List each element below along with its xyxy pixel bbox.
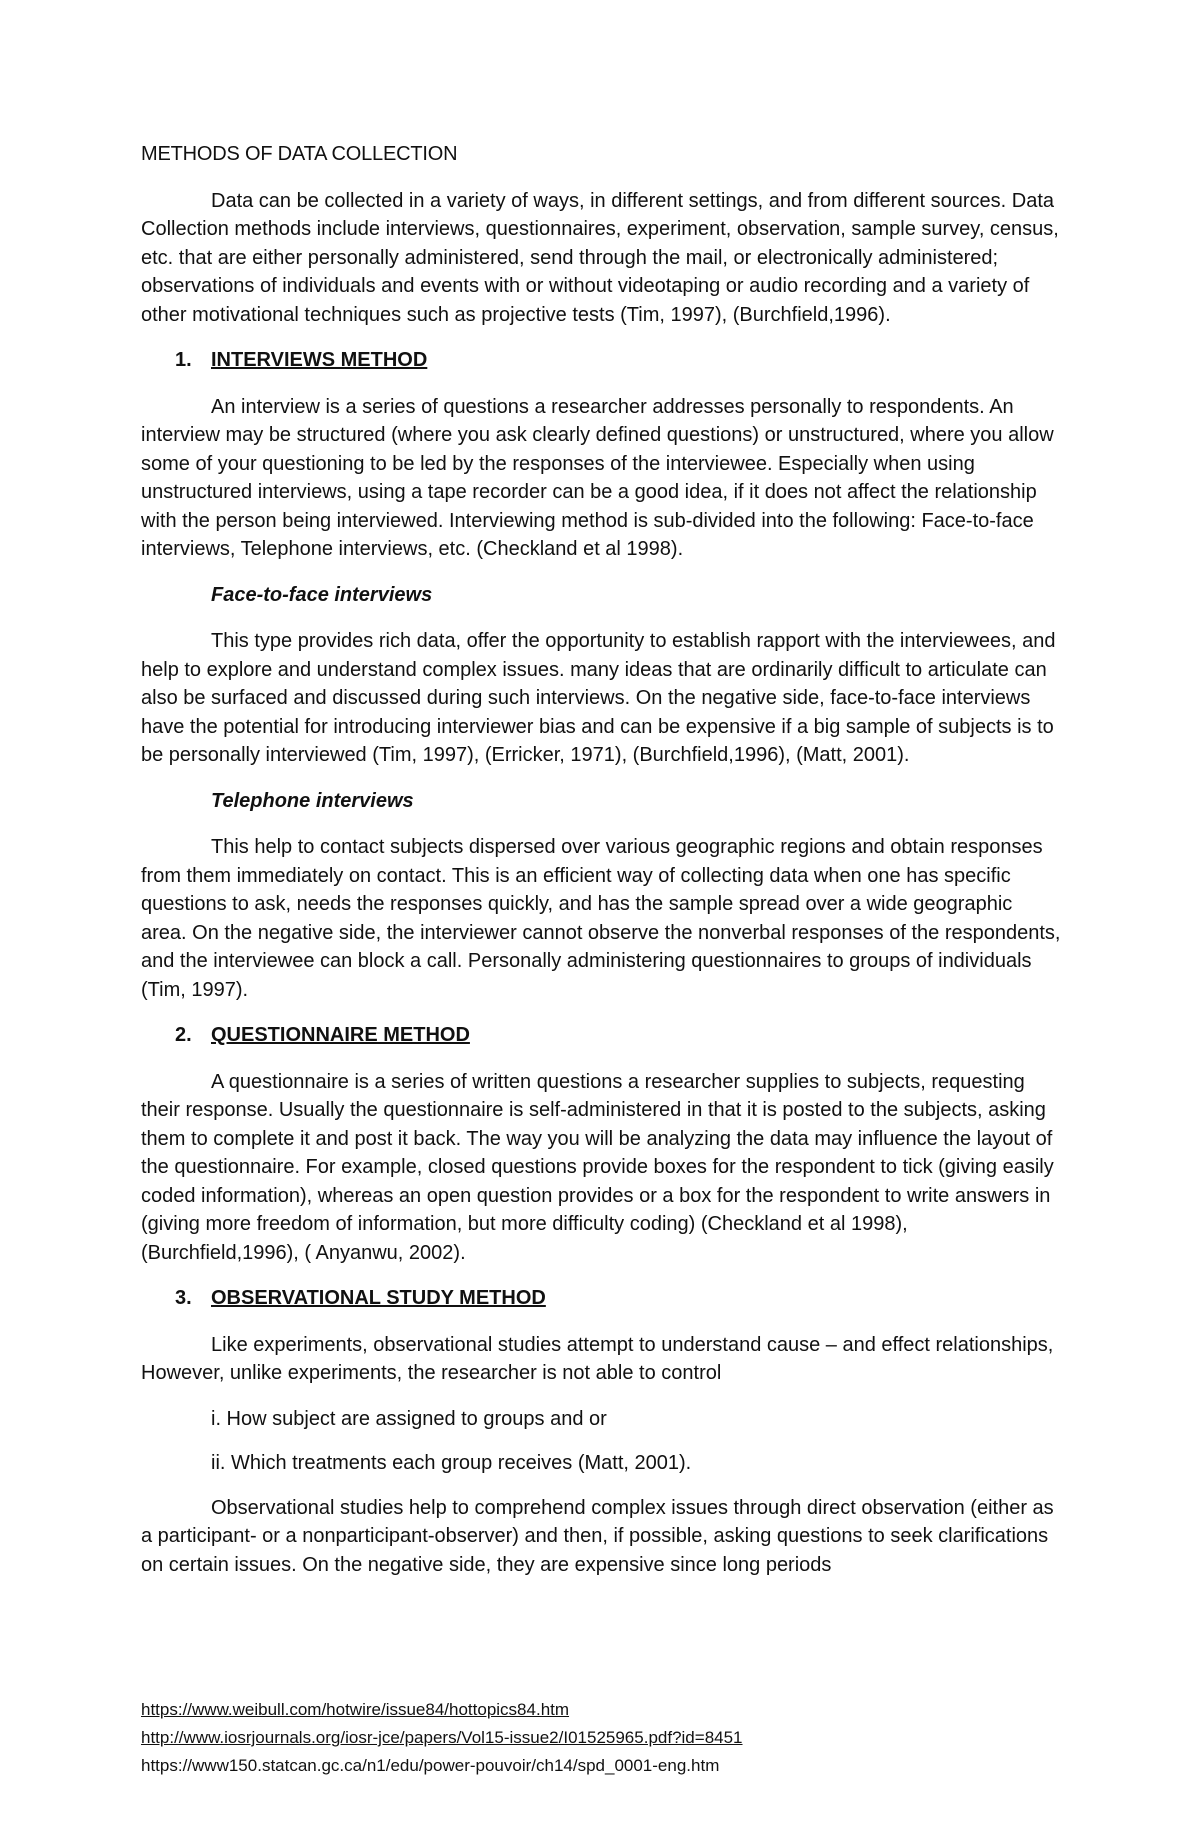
section-number: 3. xyxy=(175,1287,192,1309)
section-title: OBSERVATIONAL STUDY METHOD xyxy=(211,1287,546,1309)
observational-paragraph: Like experiments, observational studies attempt to understand cause – and effect relationships, However, unlike experiments, the researcher is not able to control xyxy=(141,1333,1054,1384)
section-title: QUESTIONNAIRE METHOD xyxy=(211,1024,470,1046)
section-heading-observational xyxy=(141,1284,1061,1313)
interviews-paragraph: An interview is a series of questions a researcher addresses personally to respondents. An interview may be structured (where you ask clearly defined questions) or unstructured, where you allow some of your questioning to be led by the responses of the interviewee. Especially when using unstructured interviews, using a tape recorder can be a good idea, if it does not affect the relationship with the person being interviewed. Interviewing method is sub-divided into the following: Face-to-face interviews, Telephone interviews, etc. (Checkland et al 1998). xyxy=(141,395,1054,560)
document-body xyxy=(141,140,1061,1596)
telephone-paragraph: This help to contact subjects dispersed over various geographic regions and obtain responses from them immediately on contact. This is an efficient way of collecting data when one has specific questions to ask, needs the responses quickly, and has the sample spread over a wide geographic area. On the negative side, the interviewer cannot observe the nonverbal responses of the respondents, and the interviewee can block a call. Personally administering questionnaires to groups of individuals (Tim, 1997). xyxy=(141,836,1061,1001)
questionnaire-paragraph: A questionnaire is a series of written questions a researcher supplies to subjects, requesting their response. Usually the questionnaire is self-administered in that it is posted to the subjects, asking them to complete it and post it back. The way you will be analyzing the data may influence the layout of the questionnaire. For example, closed questions provide boxes for the respondent to tick (giving easily coded information), whereas an open question provides or a box for the respondent to write answers in (giving more freedom of information, but more difficulty coding) (Checkland et al 1998), (Burchfield,1996), ( Anyanwu, 2002). xyxy=(141,1070,1054,1264)
subheading-face-to-face: Face-to-face interviews xyxy=(211,583,433,606)
reference-link-iosr[interactable]: http://www.iosrjournals.org/iosr-jce/papers/Vol15-issue2/I01525965.pdf?id=8451 xyxy=(141,1728,743,1747)
footer-references xyxy=(141,1696,1061,1780)
intro-paragraph: Data can be collected in a variety of ways, in different settings, and from different sources. Data Collection methods include interviews, questionnaires, experiment, observation, sample survey, census, etc. that are either personally administered, send through the mail, or electronically administered; observations of individuals and events with or without videotaping or audio recording and a variety of other motivational techniques such as projective tests (Tim, 1997), (Burchfield,1996). xyxy=(141,189,1059,326)
reference-link-weibull[interactable]: https://www.weibull.com/hotwire/issue84/hottopics84.htm xyxy=(141,1700,570,1719)
subheading-telephone: Telephone interviews xyxy=(211,789,414,812)
section-heading-interviews xyxy=(141,346,1061,375)
section-heading-questionnaire xyxy=(141,1021,1061,1050)
section-number: 1. xyxy=(175,349,192,371)
face-to-face-paragraph: This type provides rich data, offer the opportunity to establish rapport with the interviewees, and help to explore and understand complex issues. many ideas that are ordinarily difficult to articulate can also be surfaced and discussed during such interviews. On the negative side, face-to-face interviews have the potential for introducing interviewer bias and can be expensive if a big sample of subjects is to be personally interviewed (Tim, 1997), (Erricker, 1971), (Burchfield,1996), (Matt, 2001). xyxy=(141,630,1056,766)
page-title: METHODS OF DATA COLLECTION xyxy=(141,143,458,165)
reference-link-statcan[interactable]: https://www150.statcan.gc.ca/n1/edu/power-pouvoir/ch14/spd_0001-eng.htm xyxy=(141,1756,720,1775)
section-number: 2. xyxy=(175,1024,192,1046)
observational-paragraph-2: Observational studies help to comprehend complex issues through direct observation (either as a participant- or a nonparticipant-observer) and then, if possible, asking questions to seek clarifications on certain issues. On the negative side, they are expensive since long periods xyxy=(141,1496,1054,1576)
section-title: INTERVIEWS METHOD xyxy=(211,349,428,371)
list-item: i. How subject are assigned to groups and or xyxy=(211,1407,607,1430)
list-item: ii. Which treatments each group receives (Matt, 2001). xyxy=(211,1452,692,1474)
